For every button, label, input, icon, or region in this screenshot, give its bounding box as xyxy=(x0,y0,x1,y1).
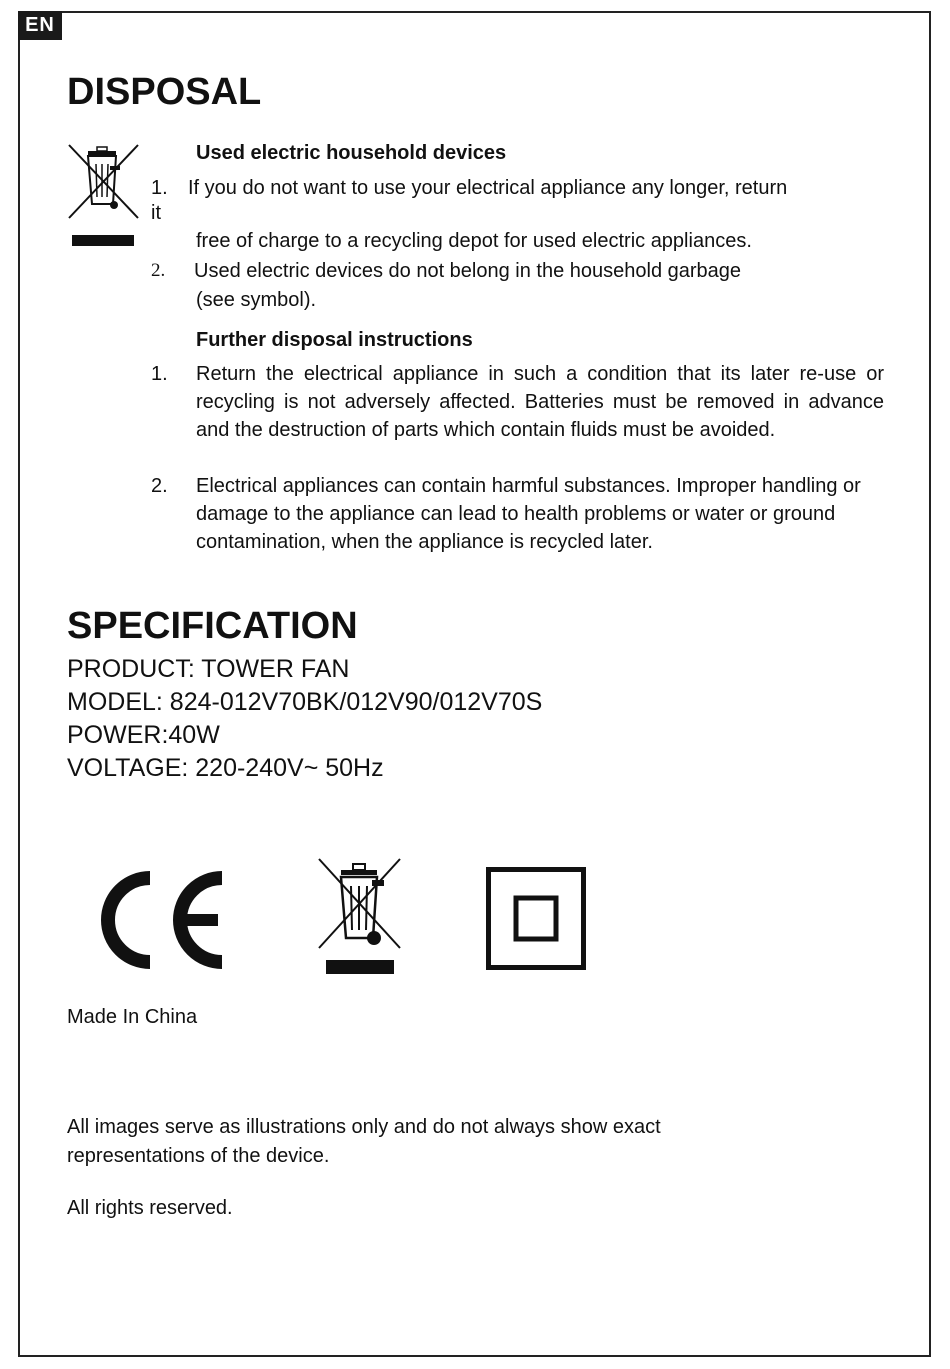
list-item-text: it xyxy=(151,202,161,224)
ce-mark-icon xyxy=(90,866,228,974)
spec-voltage: VOLTAGE: 220-240V~ 50Hz xyxy=(67,754,384,782)
list-item-text: Used electric devices do not belong in the household garbage xyxy=(194,260,742,282)
list-item-text: Electrical appliances can contain harmful substances. Improper handling or damage to the appliance can lead to health problems or water or ground contamination, when the appliance is recycled later. xyxy=(196,475,861,553)
list-number: 1. xyxy=(151,363,168,385)
list-item-text: If you do not want to use your electrical appliance any longer, return xyxy=(188,177,788,199)
crossed-out-wheelie-bin-icon xyxy=(316,856,404,976)
further-instructions-heading: Further disposal instructions xyxy=(196,329,473,351)
used-devices-heading: Used electric household devices xyxy=(196,142,507,164)
spec-product: PRODUCT: TOWER FAN xyxy=(67,655,350,683)
disposal-title: DISPOSAL xyxy=(67,71,262,113)
spec-power: POWER:40W xyxy=(67,721,220,749)
list-number: 1. xyxy=(151,177,168,199)
double-square-class-ii-icon xyxy=(486,867,586,970)
list-item-text: (see symbol). xyxy=(196,289,317,311)
disclaimer-line: All images serve as illustrations only and do not always show exact xyxy=(67,1116,661,1138)
list-item-text: Return the electrical appliance in such a condition that its later re-use or recycling is not adversely affected. Batteries must be removed in advance and the destruction of parts which contain fluids must be avoided. xyxy=(196,363,884,441)
list-number: 2. xyxy=(151,260,166,281)
small-wheelie-bin-icon xyxy=(66,142,142,250)
language-badge: EN xyxy=(18,11,62,40)
made-in-label: Made In China xyxy=(67,1006,198,1028)
spec-model: MODEL: 824-012V70BK/012V90/012V70S xyxy=(67,688,543,716)
list-number: 2. xyxy=(151,475,168,497)
disclaimer-line: representations of the device. xyxy=(67,1145,330,1167)
list-item-text: free of charge to a recycling depot for used electric appliances. xyxy=(196,230,752,252)
rights-label: All rights reserved. xyxy=(67,1197,233,1219)
specification-title: SPECIFICATION xyxy=(67,605,358,647)
